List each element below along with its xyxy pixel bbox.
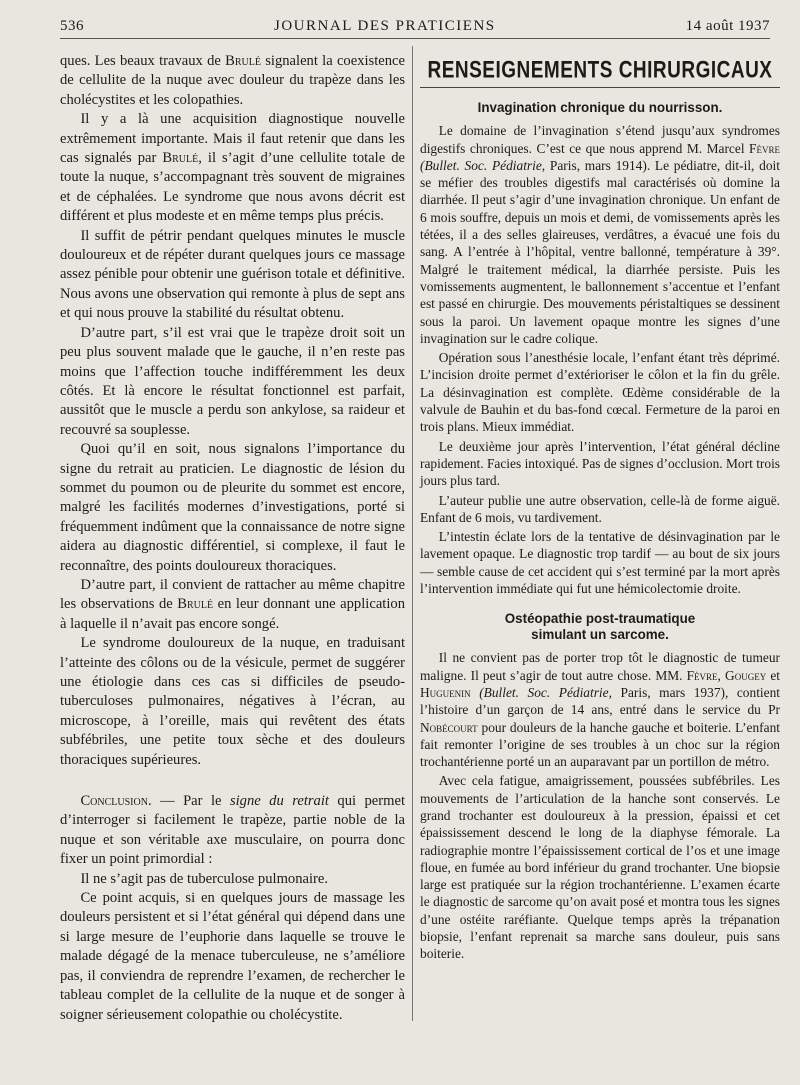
paragraph: Opération sous l’anesthésie locale, l’enfant étant très déprimé. L’incision droite permet d’extérioriser le côlon et la fin du grêle. La désinvagination est complète. Œdème considérable de la valvule de Bauhin et du bas-fond cœcal. Fermeture de la paroi en trois plans. Mieux immédiat.	[420, 350, 780, 435]
paragraph: L’intestin éclate lors de la tentative de désinvagination par le lavement opaque. Le diagnostic trop tardif — au bout de six jours — semble cause de cet accident qui s’est terminé par la mort après l’intervention immédiate qui fut une hémicolectomie droite.	[420, 529, 780, 597]
paragraph: Quoi qu’il en soit, nous signalons l’importance du signe du retrait au praticien. Le diagnostic de lésion du sommet du poumon ou de pleurite du sommet est encore, malgré les facilités modernes d’investigations, porté si fréquemment indûment que la connaissance de notre signe aidera au diagnostic différentiel, si complexe, il faut le reconnaître, des points douloureux thoraciques.	[60, 441, 405, 574]
left-column	[60, 52, 405, 1025]
page-number: 536	[60, 17, 84, 34]
paragraph: D’autre part, il convient de rattacher au même chapitre les observations de Brulé en leur donnant une application à laquelle il n’avait pas encore songé.	[60, 576, 405, 632]
article-title: Ostéopathie post-traumatique simulant un sarcome.	[504, 611, 696, 643]
paragraph: Ce point acquis, si en quelques jours de massage les douleurs persistent et si l’état général qui dépend dans une si large mesure de l’euphorie dans laquelle se trouve le malade dégagé de la menace tuberculeuse, ne s’améliore pas, il conviendra de reprendre l’examen, de rechercher le tableau complet de la cellulite de la nuque et de songer à soigner sérieusement colopathie ou cholécystite.	[60, 890, 405, 1023]
journal-title: JOURNAL DES PRATICIENS	[274, 17, 496, 34]
issue-date: 14 août 1937	[685, 17, 770, 34]
paragraph: Avec cela fatigue, amaigrissement, poussées subfébriles. Les mouvements de l’articulation de la hanche sont conservés. Le grand trochanter est douloureux à la pression, épaissi et cet épaississement descend le long de la diaphyse fémorale. La radiographie montre l’épaississement cortical de l’os et une image floue, en fumée au bord inférieur du grand trochanter. Une biopsie large est pratiquée sur la région trochantérienne. L’examen écarte le diagnostic de sarcome qu’on avait posé et montra tous les signes d’une ostéite raréfiante. Quelque temps après la trépanation biopsie, l’enfant reprenait sa marche sans douleur, puis sans boiterie.	[420, 773, 780, 962]
right-column	[420, 52, 780, 965]
page-header	[60, 14, 770, 38]
paragraph: Il suffit de pétrir pendant quelques minutes le muscle douloureux et de répéter durant quelques jours ce massage assez pénible pour obtenir une guérison totale et définitive. Nous avons une observation qui remonte à plus de sept ans et qui nous prouve la stabilité du résultat obtenu.	[60, 227, 405, 322]
paragraph: L’auteur publie une autre observation, celle-là de forme aiguë. Enfant de 6 mois, vu tardivement.	[420, 492, 780, 525]
paragraph: Le syndrome douloureux de la nuque, en traduisant l’atteinte des côlons ou de la vésicule, permet de suggérer une étiologie dans ces cas si difficiles de pseudo-tuberculoses pulmonaires, négatives à l’écran, au microscope, à l’oreille, mais qui revêtent des états subfébriles, une petite toux sèche et des douleurs thoraciques supérieures.	[60, 635, 405, 768]
paragraph: Le domaine de l’invagination s’étend jusqu’aux syndromes digestifs chroniques. C’est ce que nous apprend M. Marcel Fèvre (Bullet. Soc. Pédiatrie, Paris, mars 1914). Le pédiatre, dit-il, doit se méfier des troubles digestifs mal caractérisés où domine la diarrhée. Il peut s’agir d’une invagination chronique. Un enfant de 6 mois souffre, depuis un mois et demi, de vomissements après les tétées, il a des selles glaireuses, verdâtres, a évacué une fois du sang. A l’entrée à l’hôpital, ventre ballonné, température à 39°. Malgré le traitement médical, la diarrhée persiste. Puis les vomissements augmentent, le ballonnement s’accentue et l’enfant est passé en chirurgie. Des mouvements péristaltiques se dessinent sous la paroi. Un lavement opaque montre les signes d’une invagination sur le cadre colique.	[420, 123, 780, 346]
section-rubric: RENSEIGNEMENTS CHIRURGICAUX	[427, 57, 773, 84]
paragraph: Il y a là une acquisition diagnostique nouvelle extrêmement importante. Mais il faut retenir que dans les cas signalés par Brulé, il s’agit d’une cellulite totale de toute la nuque, s’accompagnant très souvent de migraines et de céphalées. Le syndrome que nous avons décrit est différent et plus modeste et en même temps plus précis.	[60, 111, 405, 225]
paragraph: Le deuxième jour après l’intervention, l’état général décline rapidement. Facies intoxiqué. Pas de signes d’occlusion. Mort trois jours plus tard.	[420, 438, 780, 489]
paragraph: Il ne convient pas de porter trop tôt le diagnostic de tumeur maligne. Il peut s’agir de tout autre chose. MM. Fèvre, Gougey et Huguenin (Bullet. Soc. Pédiatrie, Paris, mars 1937), contient l’histoire d’un garçon de 14 ans, entré dans le service du Pr Nobécourt pour douleurs de la hanche gauche et boiterie. L’enfant fait remonter l’origine de ses troubles à un choc sur la région trochantérienne porté un an auparavant par un portillon de métro.	[420, 650, 780, 770]
paragraph: ques. Les beaux travaux de Brulé signalent la coexistence de cellulite de la nuque avec douleur du trapèze dans les cholécystites et les colopathies.	[60, 53, 406, 108]
paragraph: Il ne s’agit pas de tuberculose pulmonaire.	[80, 870, 329, 887]
column-divider	[412, 46, 413, 1021]
conclusion-paragraph: Conclusion. — Par le signe du retrait qui permet d’interroger si facilement le trapèze, partie noble de la nuque et son véritable axe musculaire, on pourra donc fixer un point primordial :	[60, 793, 406, 868]
header-rule	[60, 38, 770, 39]
article-title: Invagination chronique du nourrisson.	[477, 100, 723, 116]
rubric-rule	[420, 87, 780, 88]
paragraph: D’autre part, s’il est vrai que le trapèze droit soit un peu plus souvent malade que le gauche, il n’en reste pas moins que l’affection touche indifféremment les deux côtés. Et là encore le résultat fonctionnel est parfait, aussitôt que le muscle a perdu son ankylose, sa raideur et recouvré sa souplesse.	[60, 324, 405, 438]
conclusion-label: Conclusion.	[80, 793, 152, 810]
